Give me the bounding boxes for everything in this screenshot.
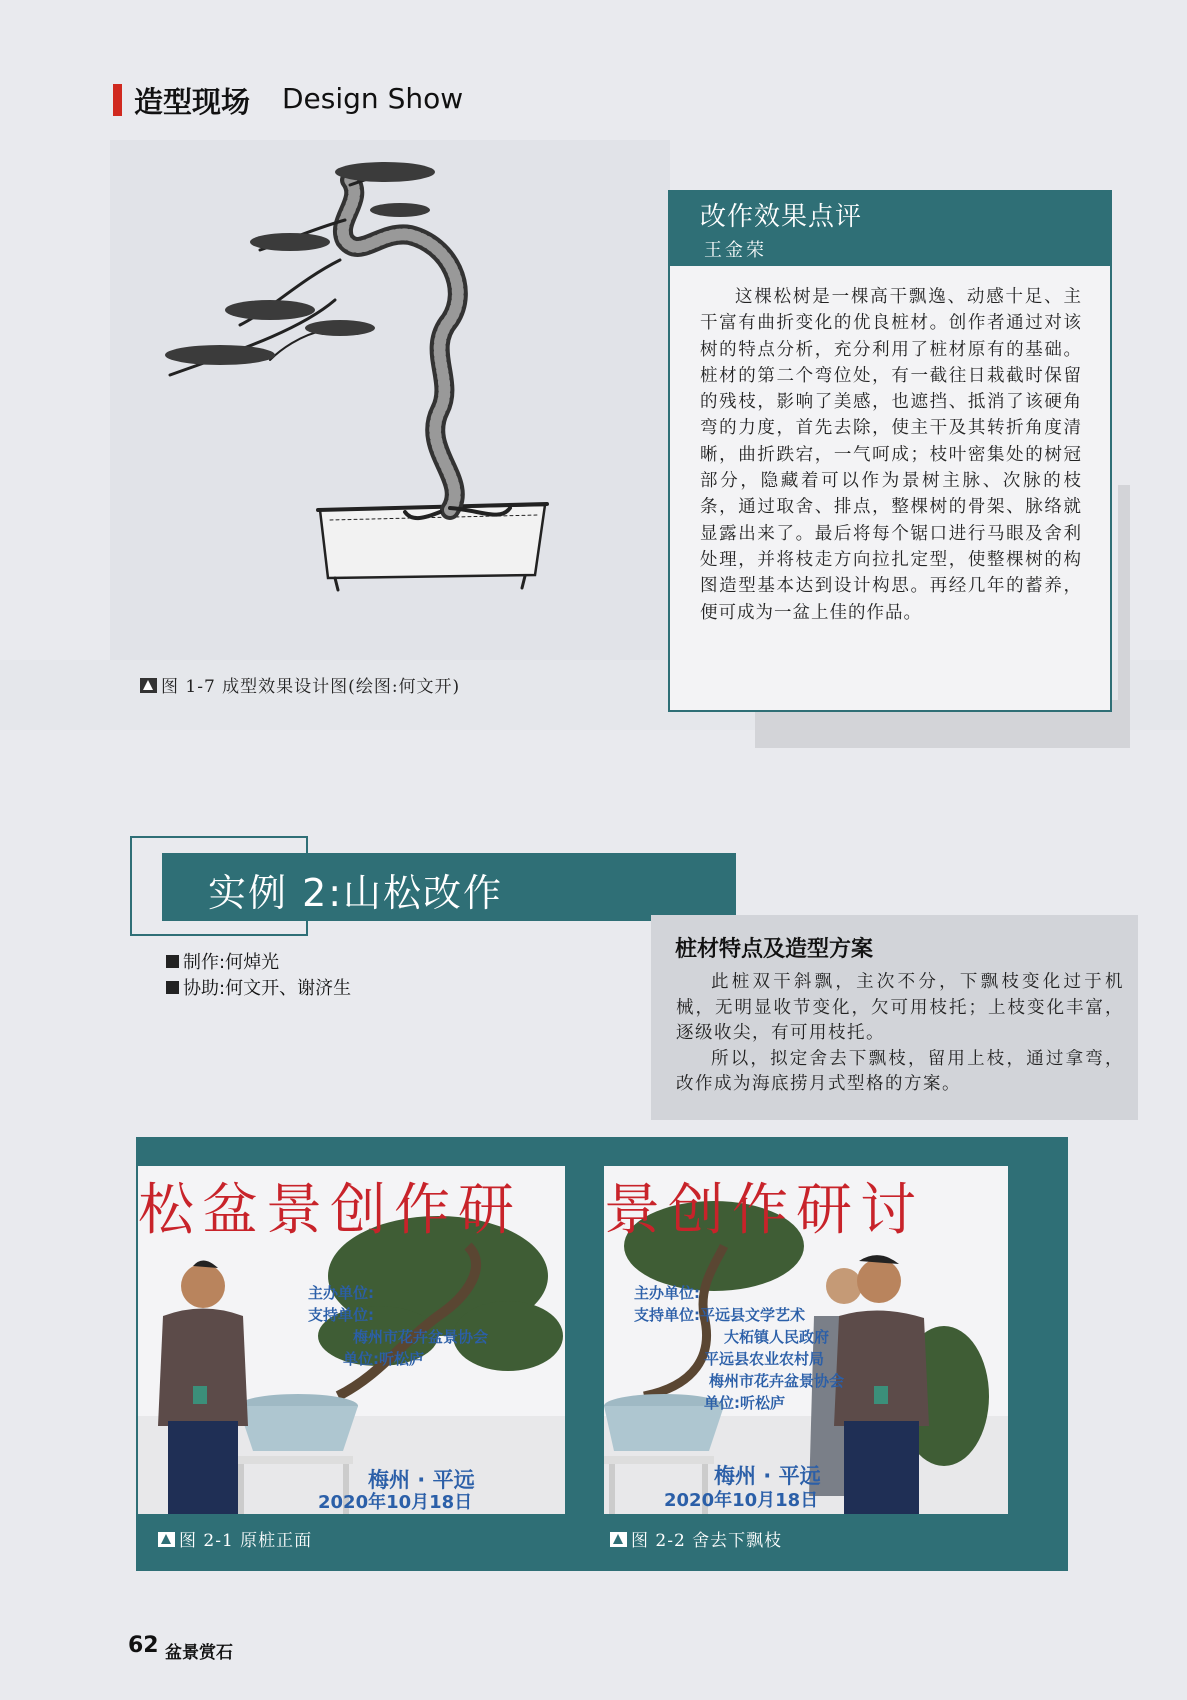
plan-paragraph-1: 此桩双干斜飘，主次不分，下飘枝变化过于机械，无明显收节变化，欠可用枝托；上枝变化丰富，逐级收尖，有可用枝托。 [676,972,1124,1043]
photo-caption-2: 图 2-2 舍去下飘枝 [610,1526,782,1551]
square-bullet-icon [166,981,179,994]
credit-assist: 协助:何文开、谢济生 [166,976,351,1002]
triangle-icon [610,1532,627,1547]
photo-remove-lower-branch [604,1166,1008,1514]
event-sign-left: 主办单位: 支持单位: 梅州市花卉盆景协会 单位:听松庐 [308,1284,489,1368]
event-date-right: 2020年10月18日 [664,1490,819,1511]
magazine-name: 盆景赏石 [165,1643,233,1663]
triangle-icon [158,1532,175,1547]
triangle-icon [140,678,157,693]
event-sign-right: 主办单位: 支持单位:平远县文学艺术 大柘镇人民政府 平远县农业农村局 梅州市花卉盆景协会 单位:听松庐 [634,1284,845,1412]
review-paragraph: 这棵松树是一棵高干飘逸、动感十足、主干富有曲折变化的优良桩材。创作者通过对该树的特点分析，充分利用了桩材原有的基础。桩材的第二个弯位处，有一截往日栽截时保留的残枝，影响了美感，也遮挡、抵消了该硬角弯的力度，首先去除，使主干及其转折角度清晰，曲折跌宕，一气呵成；枝叶密集处的树冠部分，隐藏着可以作为景树主脉、次脉的枝条，通过取舍、排点，整棵树的骨架、脉络就显露出来了。最后将每个锯口进行马眼及舍利处理，并将枝走方向拉扎定型，使整棵树的构图造型基本达到设计构思。再经几年的蓄养，便可成为一盆上佳的作品。 [700,287,1082,623]
example-title: 实例 2:山松改作 [208,871,504,915]
review-title: 改作效果点评 [700,202,863,232]
bonsai-sketch-image [150,150,610,640]
square-bullet-icon [166,955,179,968]
credit-make: 制作:何焯光 [166,950,351,976]
banner-text-left: 松盆景创作研 [138,1178,522,1243]
section-title-en: Design Show [282,82,464,115]
banner-text-right: 景创作研讨 [604,1178,924,1243]
plan-title: 桩材特点及造型方案 [675,937,874,962]
section-title-cn: 造型现场 [134,85,251,119]
event-date-left: 2020年10月18日 [318,1492,473,1513]
sketch-caption: 图 1-7 成型效果设计图(绘图:何文开) [140,672,460,697]
review-shadow-side [1118,485,1130,748]
section-marker [113,84,122,116]
event-city-left: 梅州 · 平远 [368,1468,475,1492]
credits [166,950,351,1002]
review-author: 王金荣 [704,240,767,261]
photo-original-front [138,1166,565,1514]
event-city-right: 梅州 · 平远 [714,1464,821,1488]
page-number: 62 [128,1633,159,1658]
plan-paragraph-2: 所以，拟定舍去下飘枝，留用上枝，通过拿弯，改作成为海底捞月式型格的方案。 [676,1048,1124,1094]
photo-caption-1: 图 2-1 原桩正面 [158,1526,312,1551]
plan-body [676,970,1124,1098]
review-body [700,284,1082,626]
